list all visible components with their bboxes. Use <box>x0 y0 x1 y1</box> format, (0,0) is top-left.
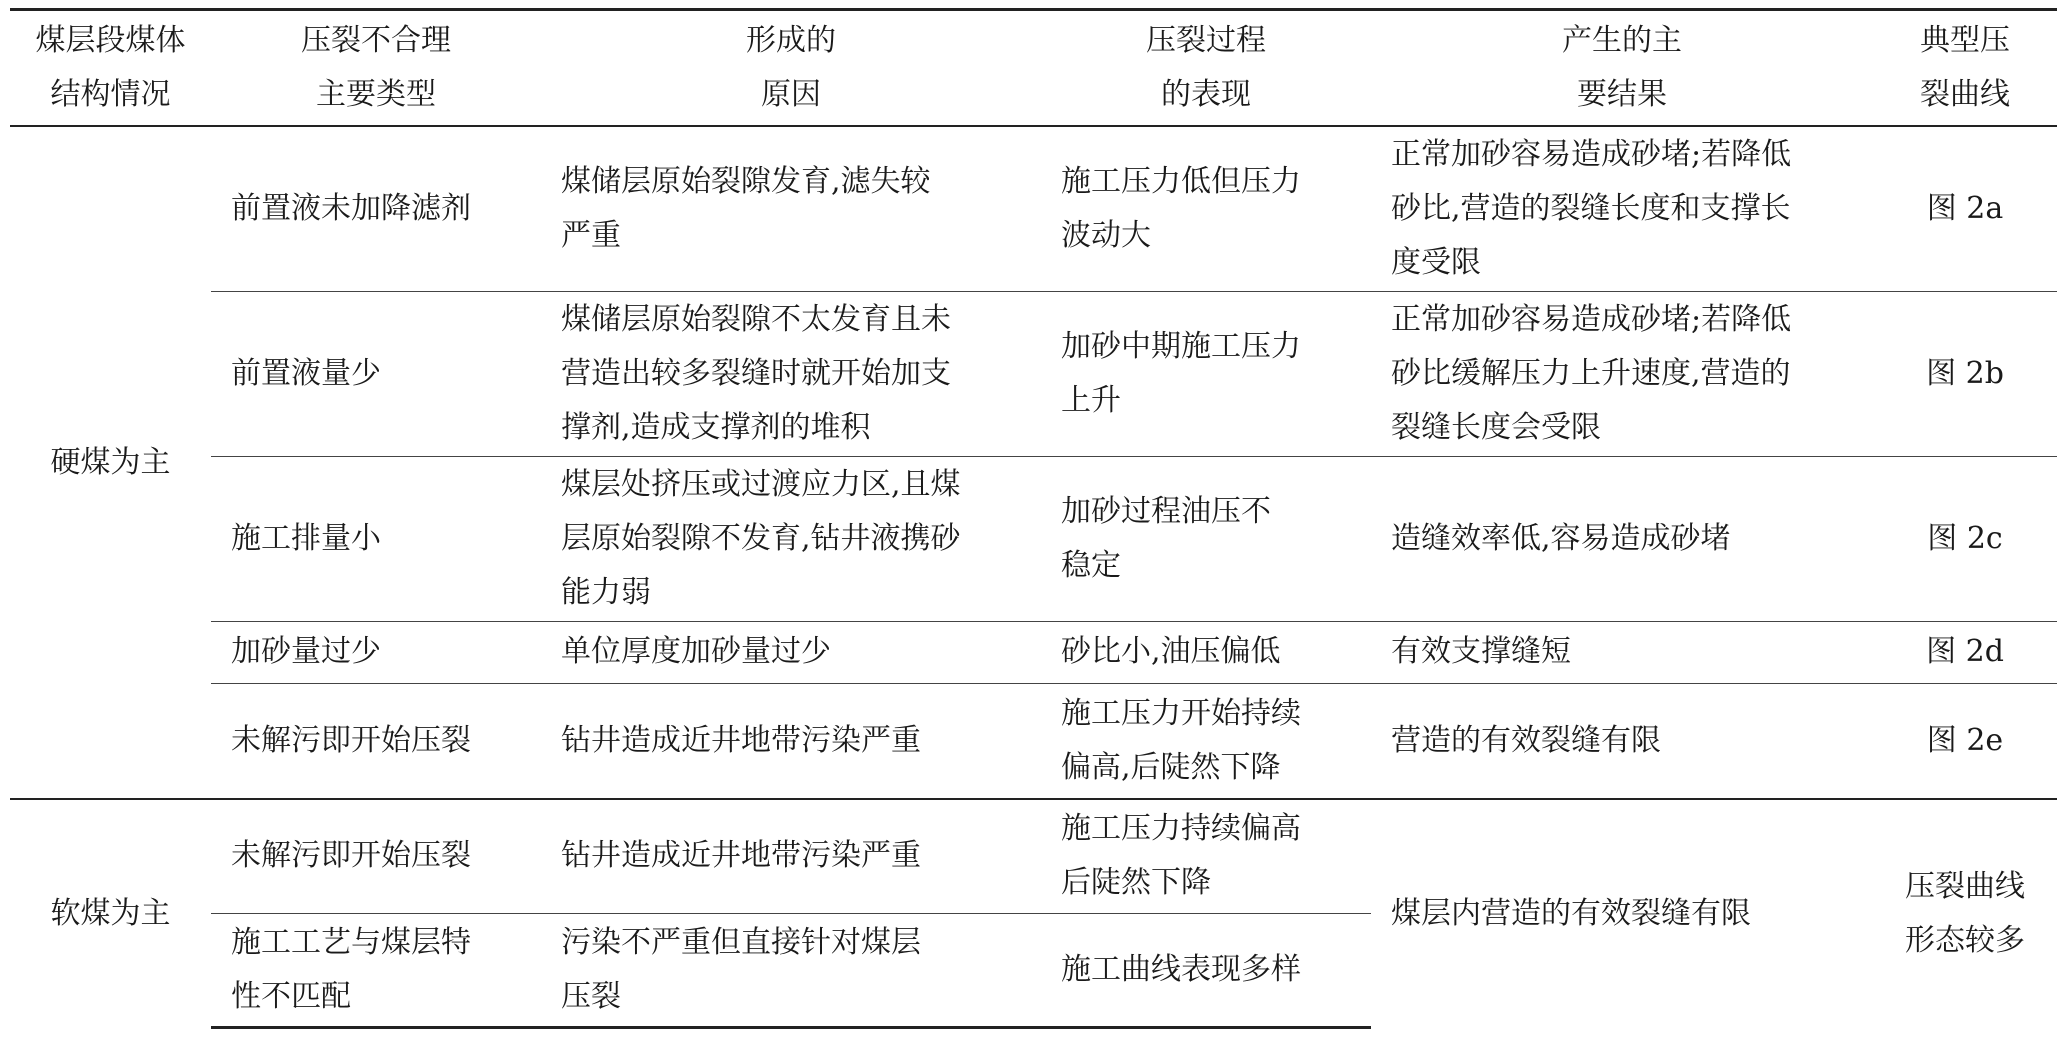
cell-result: 造缝效率低,容易造成砂堵 <box>1371 456 1873 621</box>
header-behavior: 压裂过程 的表现 <box>1146 23 1266 112</box>
cell-cause: 煤储层原始裂隙不太发育且未 营造出较多裂缝时就开始加支 撑剂,造成支撑剂的堆积 <box>541 291 1041 456</box>
cell-behavior: 加砂过程油压不 稳定 <box>1041 456 1371 621</box>
table-row <box>10 799 2057 913</box>
cell-curve: 图 2c <box>1873 456 2057 621</box>
cell-behavior: 施工曲线表现多样 <box>1041 913 1371 1027</box>
header-type: 压裂不合理 主要类型 <box>301 23 451 112</box>
cell-curve: 图 2a <box>1926 190 2004 226</box>
cell-cause: 钻井造成近井地带污染严重 <box>541 683 1041 799</box>
header-cause: 形成的 原因 <box>746 23 836 112</box>
cell-cause: 煤储层原始裂隙发育,滤失较 严重 <box>561 163 931 253</box>
cell-type: 未解污即开始压裂 <box>211 683 541 799</box>
cell-type: 加砂量过少 <box>211 621 541 683</box>
cell-result: 营造的有效裂缝有限 <box>1371 683 1873 799</box>
header-curve: 典型压 裂曲线 <box>1920 23 2010 112</box>
cell-type: 施工排量小 <box>211 456 541 621</box>
cell-cause: 钻井造成近井地带污染严重 <box>541 799 1041 913</box>
fracturing-problems-table <box>10 8 2057 1029</box>
table-body <box>10 126 2057 1027</box>
cell-behavior: 砂比小,油压偏低 <box>1041 621 1371 683</box>
cell-type: 前置液量少 <box>211 291 541 456</box>
cell-shared-curve: 压裂曲线 形态较多 <box>1873 799 2057 1027</box>
cell-result: 正常加砂容易造成砂堵;若降低 砂比,营造的裂缝长度和支撑长 度受限 <box>1391 136 1792 280</box>
cell-behavior: 施工压力开始持续 偏高,后陡然下降 <box>1041 683 1371 799</box>
cell-curve: 图 2b <box>1873 291 2057 456</box>
cell-type: 前置液未加降滤剂 <box>231 190 471 226</box>
cell-curve: 图 2e <box>1873 683 2057 799</box>
data-table-container <box>10 8 2057 1029</box>
cell-cause: 污染不严重但直接针对煤层 压裂 <box>541 913 1041 1027</box>
cell-cause: 煤层处挤压或过渡应力区,且煤 层原始裂隙不发育,钻井液携砂 能力弱 <box>541 456 1041 621</box>
cell-curve: 图 2d <box>1873 621 2057 683</box>
header-row <box>10 10 2057 127</box>
group-label-hard-coal: 硬煤为主 <box>50 444 171 480</box>
group-label-soft-coal: 软煤为主 <box>10 799 211 1027</box>
table-row <box>10 291 2057 456</box>
cell-result: 有效支撑缝短 <box>1371 621 1873 683</box>
cell-behavior: 施工压力低但压力 波动大 <box>1061 163 1301 253</box>
table-row <box>10 683 2057 799</box>
cell-type: 施工工艺与煤层特 性不匹配 <box>211 913 541 1027</box>
cell-cause: 单位厚度加砂量过少 <box>541 621 1041 683</box>
cell-behavior: 加砂中期施工压力 上升 <box>1041 291 1371 456</box>
table-header <box>10 10 2057 127</box>
cell-behavior: 施工压力持续偏高 后陡然下降 <box>1041 799 1371 913</box>
table-row <box>10 126 2057 291</box>
table-row <box>10 621 2057 683</box>
table-row <box>10 456 2057 621</box>
cell-shared-result: 煤层内营造的有效裂缝有限 <box>1371 799 1873 1027</box>
header-structure: 煤层段煤体 结构情况 <box>35 23 186 112</box>
header-result: 产生的主 要结果 <box>1562 23 1682 112</box>
cell-type: 未解污即开始压裂 <box>211 799 541 913</box>
cell-result: 正常加砂容易造成砂堵;若降低 砂比缓解压力上升速度,营造的 裂缝长度会受限 <box>1371 291 1873 456</box>
